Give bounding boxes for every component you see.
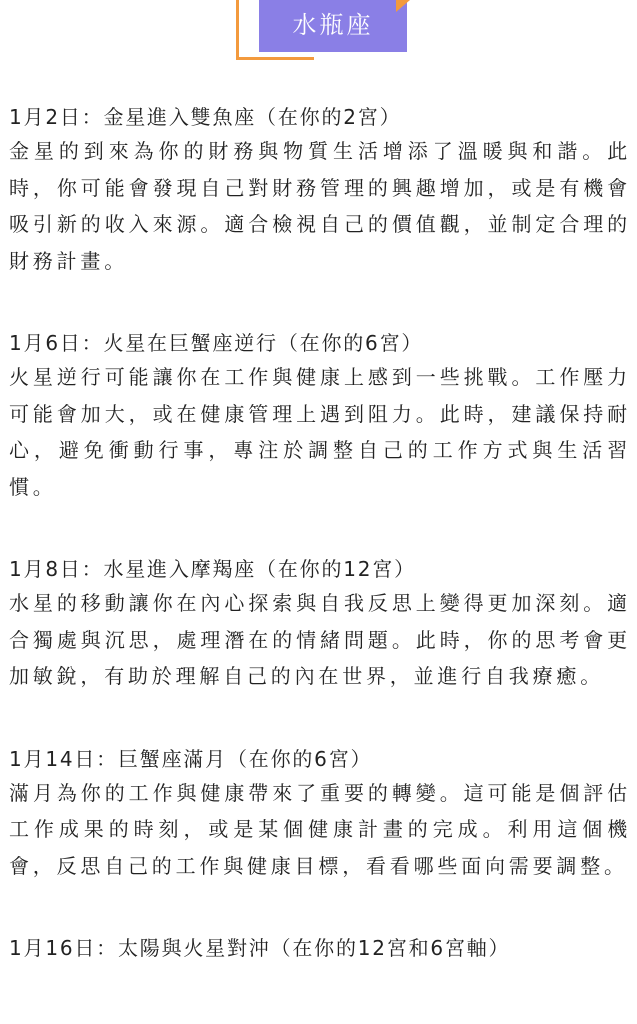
section-body: 火星逆行可能讓你在工作與健康上感到一些挑戰。工作壓力可能會加大，或在健康管理上遇到阻力。此時，建議保持耐心，避免衝動行事，專注於調整自己的工作方式與生活習慣。 (9, 365, 631, 499)
transit-section (9, 327, 631, 505)
decorative-line-vertical (236, 0, 239, 58)
decorative-line-horizontal (236, 57, 314, 60)
section-body: 滿月為你的工作與健康帶來了重要的轉變。這可能是個評估工作成果的時刻，或是某個健康計畫的完成。利用這個機會，反思自己的工作與健康目標，看看哪些面向需要調整。 (9, 780, 631, 878)
zodiac-badge: 水瓶座 (259, 0, 407, 52)
section-title: 1月8日：水星進入摩羯座（在你的12宮） (9, 557, 416, 581)
section-body: 金星的到來為你的財務與物質生活增添了溫暖與和諧。此時，你可能會發現自己對財務管理的興趣增加，或是有機會吸引新的收入來源。適合檢視自己的價值觀，並制定合理的財務計畫。 (9, 139, 631, 273)
zodiac-header (236, 0, 416, 62)
article-content (9, 101, 631, 1012)
transit-section (9, 553, 631, 695)
section-title: 1月6日：火星在巨蟹座逆行（在你的6宮） (9, 331, 424, 355)
transit-section (9, 743, 631, 885)
section-title: 1月14日：巨蟹座滿月（在你的6宮） (9, 746, 373, 771)
transit-section (9, 932, 631, 964)
transit-section (9, 101, 631, 279)
section-title: 1月2日：金星進入雙魚座（在你的2宮） (9, 105, 402, 129)
section-body: 水星的移動讓你在內心探索與自我反思上變得更加深刻。適合獨處與沉思，處理潛在的情緒問題。此時，你的思考會更加敏銳，有助於理解自己的內在世界，並進行自我療癒。 (9, 591, 631, 688)
section-title: 1月16日：太陽與火星對沖（在你的12宮和6宮軸） (9, 936, 511, 960)
